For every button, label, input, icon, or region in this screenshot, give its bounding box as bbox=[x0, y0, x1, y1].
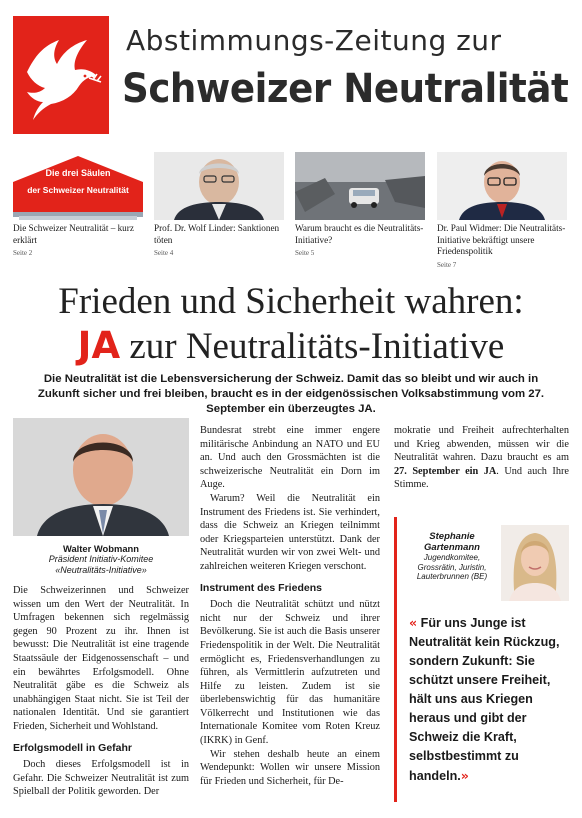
main-headline bbox=[0, 280, 582, 369]
col1-paragraph-1: Die Schweizerinnen und Schweizer wissen um den Wert der Neutralität. In Umfragen bekennen sich regelmässig gegen 90 Prozent zu ihr. Ihnen ist bewusst: Die Neutralität ist eine tragende Staatssäule der Eidgenossenschaft – und ein bewährtes Erfolgsmodell. Ohne Neutralität gäbe es die Schweiz als unabhängigen Staat nicht. Sie ist Teil der nationalen Identität. Und sie garantiert Frieden, Sicherheit und Wohlstand. bbox=[13, 585, 189, 732]
teaser-3-page: Seite 5 bbox=[295, 249, 315, 257]
author-photo bbox=[13, 418, 189, 536]
teaser-2-page: Seite 4 bbox=[154, 249, 174, 257]
teaser-1-graphic bbox=[13, 152, 143, 220]
col2-paragraph-4: Wir stehen deshalb heute an einem Wendepunkt: Wollen wir unsere Mission für Frieden und Sicherheit, für De- bbox=[200, 748, 380, 787]
quote-person bbox=[409, 531, 495, 582]
col1-heading: Erfolgsmodell in Gefahr bbox=[13, 741, 133, 754]
teaser-1-graphic-line2: der Schweizer Neutralität bbox=[27, 185, 129, 195]
quote-box bbox=[394, 517, 569, 802]
teaser-1[interactable] bbox=[13, 152, 143, 257]
quote-role-1: Jugendkomitee, bbox=[423, 553, 481, 562]
col3-text-b: . Und auch Ihre Stimme. bbox=[394, 465, 569, 491]
teaser-4-photo bbox=[437, 152, 567, 220]
quote-name-1: Stephanie bbox=[429, 531, 475, 542]
author-role-1: Präsident Initiativ-Komitee bbox=[48, 554, 154, 564]
headline-line2-rest: zur Neutralitäts-Initiative bbox=[120, 326, 505, 367]
author-caption bbox=[13, 543, 189, 576]
teaser-2[interactable] bbox=[154, 152, 284, 257]
masthead-subtitle: Abstimmungs-Zeitung zur bbox=[126, 24, 502, 57]
teaser-1-title: Die Schweizer Neutralität – kurz erklärt bbox=[13, 223, 134, 245]
quote-close-mark: » bbox=[460, 768, 469, 783]
headline-ja: JA bbox=[77, 324, 121, 367]
author-role-2: «Neutralitäts-Initiative» bbox=[55, 565, 147, 575]
quote-open-mark: « bbox=[409, 615, 418, 630]
col2-paragraph-2: Warum? Weil die Neutralität ein Instrument des Friedens ist. Sie verhindert, dass die Schweiz an Kriegen teilnimmt oder Kriegsparteien unterstützt. Dank der Neutralität wurden wir von zwei Welt- und zahlreichen weiteren Kriegen verschont. bbox=[200, 492, 380, 572]
masthead-title: Schweizer Neutralität bbox=[122, 66, 569, 112]
teaser-1-graphic-line1: Die drei Säulen bbox=[45, 168, 111, 178]
teaser-4-page: Seite 7 bbox=[437, 260, 457, 269]
headline-line2 bbox=[0, 324, 582, 369]
col3-text-bold: 27. September ein JA bbox=[394, 465, 497, 477]
quote-text bbox=[409, 613, 569, 786]
column-3 bbox=[394, 424, 569, 492]
col3-text-a: mokratie und Freiheit aufrechterhalten und Krieg abwenden, müssen wir die Neutralität wahren. Dazu braucht es am bbox=[394, 425, 569, 464]
teaser-1-page: Seite 2 bbox=[13, 249, 33, 257]
teaser-2-photo bbox=[154, 152, 284, 220]
teaser-3-title: Warum braucht es die Neutralitäts-Initiative? bbox=[295, 223, 424, 245]
lead-paragraph: Die Neutralität ist die Lebensversicherung der Schweiz. Damit das so bleibt und wir auch in Zukunft sicher und frei bleiben, braucht es in der eidgenössischen Volksabstimmung vom 27. September ein überzeugtes JA. bbox=[37, 373, 545, 415]
col2-paragraph-3: Doch die Neutralität schützt und nützt nicht nur der Schweiz und ihrer Bevölkerung. Sie ist auch die Basis unserer Friedenspolitik in der Welt. Die Neutralität ermöglicht es, Friedensverhandlungen zu führen, als Vermittlerin aufzutreten und Hilfe zu leisten. Zudem ist sie überlebenswichtig für das humanitäre Völkerrecht und Institutionen wie das Internationale Komitee vom Roten Kreuz (IKRK) in Genf. bbox=[200, 599, 380, 747]
teaser-3-photo bbox=[295, 152, 425, 220]
col3-paragraph bbox=[394, 424, 569, 492]
col1-paragraph-2: Doch dieses Erfolgsmodell ist in Gefahr. Die Schweizer Neutralität ist zum Spielball der Politik geworden. Der bbox=[13, 759, 189, 798]
quote-role-2: Grossrätin, Juristin, bbox=[417, 562, 487, 572]
quote-body: Für uns Junge ist Neutralität kein Rückzug, sondern Zukunft: Sie schützt unsere Freiheit, hält uns aus Kriegen heraus und gibt der Schweiz die Kraft, selbstbestimmt zu handeln. bbox=[409, 616, 560, 783]
dove-icon bbox=[13, 16, 109, 134]
quote-name-2: Gartenmann bbox=[424, 542, 480, 553]
headline-line1: Frieden und Sicherheit wahren: bbox=[58, 281, 524, 322]
quote-photo bbox=[501, 525, 569, 601]
author-name: Walter Wobmann bbox=[62, 543, 140, 554]
dove-logo bbox=[13, 16, 109, 134]
column-2 bbox=[200, 424, 380, 788]
col2-heading: Instrument des Friedens bbox=[200, 581, 322, 594]
col2-paragraph-1: Bundesrat strebt eine immer engere militärische Anbindung an NATO und EU an. Und auch den Grossmächten ist die schweizerische Neutralität ein Dorn im Auge. bbox=[200, 425, 380, 491]
teaser-2-title: Prof. Dr. Wolf Linder: Sanktionen töten bbox=[154, 223, 280, 245]
teaser-4-title: Dr. Paul Widmer: Die Neutralitäts-Initiative bekräftigt unsere Friedenspolitik bbox=[437, 223, 566, 256]
quote-role-3: Lauterbrunnen (BE) bbox=[416, 572, 488, 581]
teaser-3[interactable] bbox=[295, 152, 425, 257]
column-1 bbox=[13, 584, 189, 799]
teaser-row bbox=[13, 152, 569, 269]
teaser-4[interactable] bbox=[437, 152, 567, 269]
